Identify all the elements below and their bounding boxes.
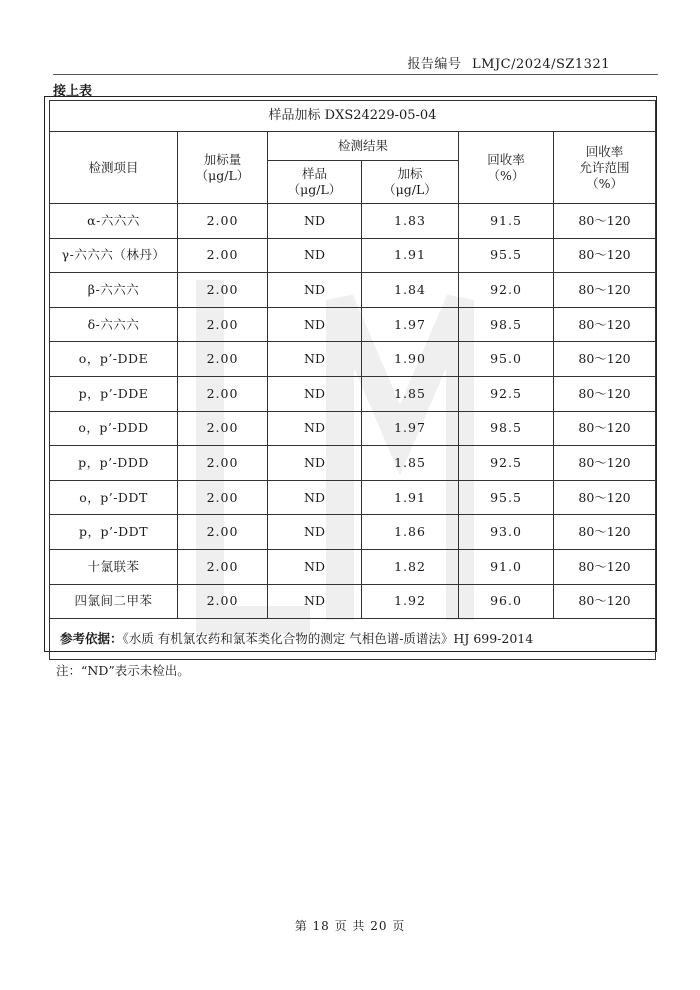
cell-item: α-六六六 bbox=[50, 204, 178, 239]
cell-spiked: 1.82 bbox=[362, 549, 459, 584]
cell-spike-amount: 2.00 bbox=[178, 480, 268, 515]
cell-item: p，p’-DDE bbox=[50, 376, 178, 411]
table-row bbox=[50, 480, 656, 515]
header-range-line3: （%） bbox=[586, 175, 623, 191]
header-spike-amount-line2: （μg/L） bbox=[195, 167, 250, 183]
cell-spiked: 1.90 bbox=[362, 342, 459, 377]
header-recovery-line1: 回收率 bbox=[487, 151, 525, 167]
table-row bbox=[50, 307, 656, 342]
header-item: 检测项目 bbox=[50, 132, 178, 204]
table-row bbox=[50, 515, 656, 550]
header-spike-amount-line1: 加标量 bbox=[203, 151, 242, 167]
cell-allowed-range: 80～120 bbox=[554, 446, 656, 481]
footnote: 注：“ND”表示未检出。 bbox=[56, 663, 190, 678]
cell-spike-amount: 2.00 bbox=[178, 376, 268, 411]
cell-recovery: 96.0 bbox=[459, 584, 554, 619]
table-row bbox=[50, 204, 656, 239]
reference-basis-label: 参考依据： bbox=[60, 631, 123, 647]
cell-recovery: 95.5 bbox=[459, 238, 554, 273]
cell-spike-amount: 2.00 bbox=[178, 446, 268, 481]
table-row bbox=[50, 273, 656, 308]
cell-spiked: 1.97 bbox=[362, 411, 459, 446]
header-sample bbox=[268, 161, 362, 204]
cell-item: 四氯间二甲苯 bbox=[50, 584, 178, 619]
cell-spike-amount: 2.00 bbox=[178, 549, 268, 584]
table-row bbox=[50, 238, 656, 273]
cell-sample: ND bbox=[268, 342, 362, 377]
cell-sample: ND bbox=[268, 411, 362, 446]
cell-allowed-range: 80～120 bbox=[554, 584, 656, 619]
table-row bbox=[50, 342, 656, 377]
cell-spiked: 1.91 bbox=[362, 480, 459, 515]
cell-sample: ND bbox=[268, 376, 362, 411]
cell-recovery: 92.0 bbox=[459, 273, 554, 308]
cell-recovery: 91.0 bbox=[459, 549, 554, 584]
table-body bbox=[50, 204, 656, 619]
cell-item: δ-六六六 bbox=[50, 307, 178, 342]
header-allowed-range bbox=[554, 132, 656, 204]
cell-spike-amount: 2.00 bbox=[178, 204, 268, 239]
table-title: 样品加标 DXS24229-05-04 bbox=[50, 101, 656, 132]
cell-item: 十氯联苯 bbox=[50, 549, 178, 584]
cell-sample: ND bbox=[268, 307, 362, 342]
table-row bbox=[50, 549, 656, 584]
cell-spike-amount: 2.00 bbox=[178, 238, 268, 273]
cell-spike-amount: 2.00 bbox=[178, 411, 268, 446]
page-number: 第 18 页 共 20 页 bbox=[294, 919, 406, 933]
cell-recovery: 98.5 bbox=[459, 307, 554, 342]
header-recovery bbox=[459, 132, 554, 204]
cell-sample: ND bbox=[268, 238, 362, 273]
cell-allowed-range: 80～120 bbox=[554, 307, 656, 342]
cell-item: o，p’-DDT bbox=[50, 480, 178, 515]
cell-spiked: 1.86 bbox=[362, 515, 459, 550]
cell-allowed-range: 80～120 bbox=[554, 376, 656, 411]
header-spiked bbox=[362, 161, 459, 204]
table-row bbox=[50, 376, 656, 411]
cell-sample: ND bbox=[268, 446, 362, 481]
cell-sample: ND bbox=[268, 584, 362, 619]
cell-item: β-六六六 bbox=[50, 273, 178, 308]
cell-spiked: 1.85 bbox=[362, 376, 459, 411]
header-sample-line1: 样品 bbox=[301, 166, 327, 181]
cell-spike-amount: 2.00 bbox=[178, 342, 268, 377]
cell-allowed-range: 80～120 bbox=[554, 411, 656, 446]
cell-spike-amount: 2.00 bbox=[178, 307, 268, 342]
cell-recovery: 95.0 bbox=[459, 342, 554, 377]
cell-sample: ND bbox=[268, 515, 362, 550]
spike-recovery-table bbox=[49, 100, 656, 660]
reference-basis bbox=[50, 619, 656, 660]
cell-allowed-range: 80～120 bbox=[554, 204, 656, 239]
header-spiked-line2: （μg/L） bbox=[383, 182, 437, 197]
cell-recovery: 92.5 bbox=[459, 446, 554, 481]
cell-allowed-range: 80～120 bbox=[554, 515, 656, 550]
report-number-label: 报告编号 bbox=[407, 57, 462, 72]
table-row bbox=[50, 584, 656, 619]
cell-spiked: 1.84 bbox=[362, 273, 459, 308]
cell-item: o，p’-DDD bbox=[50, 411, 178, 446]
cell-sample: ND bbox=[268, 480, 362, 515]
cell-item: p，p’-DDD bbox=[50, 446, 178, 481]
continued-table-label: 接上表 bbox=[53, 84, 93, 99]
cell-spiked: 1.83 bbox=[362, 204, 459, 239]
cell-recovery: 98.5 bbox=[459, 411, 554, 446]
reference-basis-text: 《水质 有机氯农药和氯苯类化合物的测定 气相色谱-质谱法》HJ 699-2014 bbox=[122, 631, 534, 647]
cell-spiked: 1.97 bbox=[362, 307, 459, 342]
table-row bbox=[50, 411, 656, 446]
cell-item: γ-六六六（林丹） bbox=[50, 238, 178, 273]
cell-allowed-range: 80～120 bbox=[554, 273, 656, 308]
cell-item: o，p’-DDE bbox=[50, 342, 178, 377]
header-spike-amount bbox=[178, 132, 268, 204]
cell-spike-amount: 2.00 bbox=[178, 515, 268, 550]
header-range-line1: 回收率 bbox=[585, 143, 624, 159]
cell-allowed-range: 80～120 bbox=[554, 238, 656, 273]
cell-recovery: 95.5 bbox=[459, 480, 554, 515]
cell-sample: ND bbox=[268, 204, 362, 239]
header-range-line2: 允许范围 bbox=[579, 159, 630, 175]
cell-sample: ND bbox=[268, 273, 362, 308]
cell-sample: ND bbox=[268, 549, 362, 584]
cell-spiked: 1.92 bbox=[362, 584, 459, 619]
cell-allowed-range: 80～120 bbox=[554, 342, 656, 377]
cell-spiked: 1.85 bbox=[362, 446, 459, 481]
cell-spiked: 1.91 bbox=[362, 238, 459, 273]
cell-recovery: 93.0 bbox=[459, 515, 554, 550]
cell-spike-amount: 2.00 bbox=[178, 273, 268, 308]
cell-recovery: 91.5 bbox=[459, 204, 554, 239]
cell-recovery: 92.5 bbox=[459, 376, 554, 411]
cell-allowed-range: 80～120 bbox=[554, 480, 656, 515]
table-row bbox=[50, 446, 656, 481]
cell-item: p，p’-DDT bbox=[50, 515, 178, 550]
header-recovery-line2: （%） bbox=[487, 167, 525, 183]
header-sample-line2: （μg/L） bbox=[287, 182, 342, 197]
header-spiked-line1: 加标 bbox=[397, 166, 423, 181]
cell-spike-amount: 2.00 bbox=[178, 584, 268, 619]
cell-allowed-range: 80～120 bbox=[554, 549, 656, 584]
header-rule bbox=[53, 74, 658, 75]
header-results: 检测结果 bbox=[268, 132, 459, 161]
report-number bbox=[400, 53, 610, 72]
report-number-value: LMJC/2024/SZ1321 bbox=[472, 57, 610, 72]
